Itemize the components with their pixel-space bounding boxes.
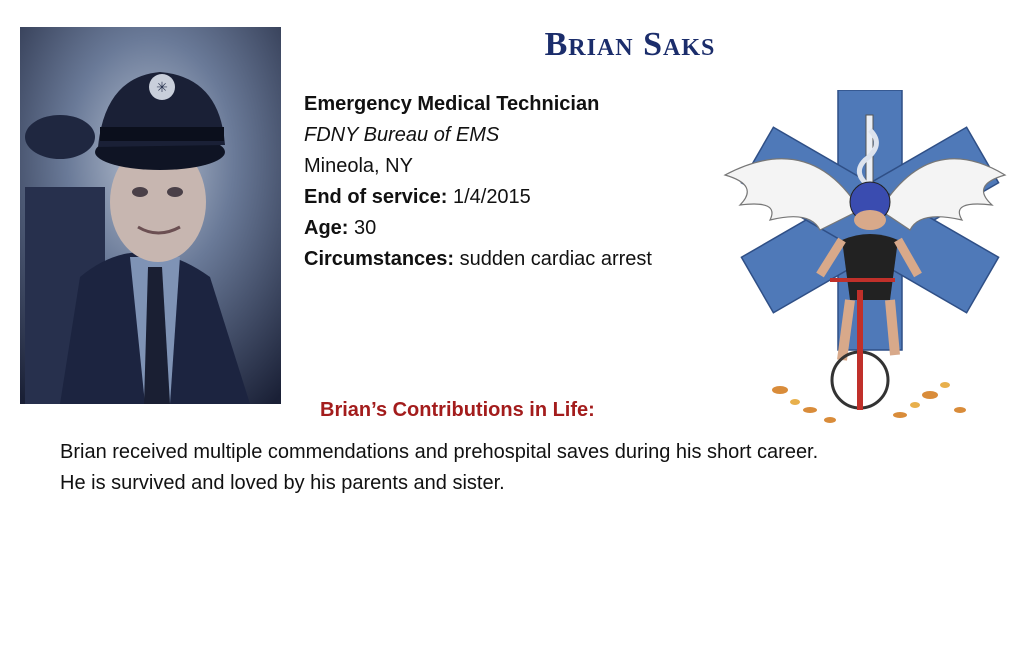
circumstances-row (304, 244, 652, 275)
person-name: Brian Saks (544, 26, 716, 63)
circumstances-value: sudden cardiac arrest (459, 248, 652, 270)
star-of-life-emblem (720, 90, 1010, 430)
person-info (304, 89, 652, 275)
job-title: Emergency Medical Technician (304, 93, 600, 115)
portrait-photo (20, 27, 281, 404)
end-of-service-label: End of service: (304, 186, 448, 208)
svg-text:✳: ✳ (156, 80, 168, 96)
contributions-text (60, 437, 990, 499)
age-value: 30 (354, 217, 377, 239)
end-of-service-row (304, 182, 652, 213)
portrait-illustration (20, 27, 281, 404)
location: Mineola, NY (304, 155, 413, 177)
contributions-line-1: Brian received multiple commendations and prehospital saves during his short career. (60, 441, 819, 463)
age-label: Age: (304, 217, 349, 239)
winged-cyclist-illustration (720, 90, 1010, 430)
circumstances-label: Circumstances: (304, 248, 455, 270)
age-row (304, 213, 652, 244)
agency: FDNY Bureau of EMS (304, 124, 500, 146)
contributions-line-2: He is survived and loved by his parents and sister. (60, 472, 505, 494)
end-of-service-value: 1/4/2015 (452, 186, 531, 208)
contributions-heading: Brian’s Contributions in Life: (320, 399, 595, 421)
